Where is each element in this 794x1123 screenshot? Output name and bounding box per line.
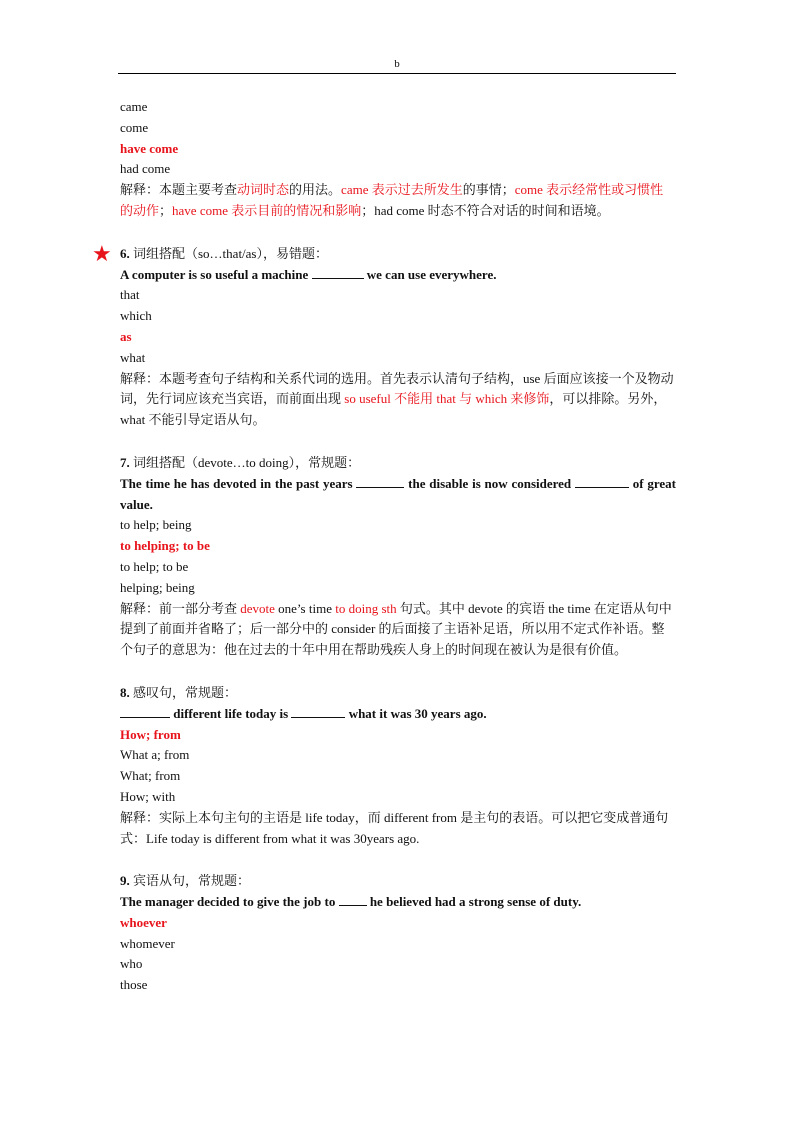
question-stem: The manager decided to give the job to he believed had a strong sense of duty. <box>120 894 582 910</box>
answer-blank <box>120 706 170 718</box>
question-number: 6. <box>120 245 130 261</box>
correct-option: How; from <box>120 726 181 742</box>
question-title <box>120 871 676 892</box>
option: to help; being <box>120 517 192 533</box>
question-title <box>92 240 676 266</box>
question-title <box>120 683 676 704</box>
page-header: b <box>394 58 400 70</box>
question-stem: different life today is what it was 30 years ago. <box>120 704 676 725</box>
option: that <box>120 287 140 303</box>
explanation: 解释：前一部分考查 devote one’s time to doing sth 句式。其中 devote 的宾语 the time 在定语从句中提到了前面并省略了；后一部分中的 consider 的后面接了主语补足语，所以用不定式作补语。整个句子的意思为：他在过去的十年中用在帮助残疾人身上的时间现在被认为是很有价值。 <box>120 600 672 658</box>
question-stem: A computer is so useful a machine we can use everywhere. <box>120 266 497 282</box>
answer-blank <box>312 267 364 279</box>
question-heading: 词组搭配（devote…to doing），常规题： <box>129 454 361 470</box>
correct-option: to helping; to be <box>120 538 210 554</box>
question-heading: 宾语从句，常规题： <box>129 873 251 889</box>
option: came <box>120 99 148 114</box>
option: What a; from <box>120 747 190 763</box>
question-9 <box>120 871 676 996</box>
explanation: 解释：本题主要考查动词时态的用法。came 表示过去所发生的事情；come 表示经常性或习惯性的动作；have come 表示目前的情况和影响；had come 时态不符合对话的时间和语境。 <box>120 182 664 218</box>
option: come <box>120 119 149 135</box>
option: whomever <box>120 935 175 951</box>
question-number: 8. <box>120 684 130 700</box>
question-5 <box>120 97 676 222</box>
correct-option: as <box>120 328 132 344</box>
answer-blank <box>356 476 404 488</box>
question-heading: 词组搭配（so…that/as），易错题： <box>129 245 328 261</box>
question-number: 9. <box>120 873 130 889</box>
option: which <box>120 308 152 324</box>
question-number: 7. <box>120 454 130 470</box>
option: had come <box>120 161 171 177</box>
question-heading: 感叹句，常规题： <box>129 684 238 700</box>
answer-blank <box>575 476 629 488</box>
option: what <box>120 349 146 365</box>
question-7 <box>120 453 676 661</box>
question-8 <box>120 683 676 849</box>
answer-blank <box>339 894 367 906</box>
star-icon: ★ <box>92 240 112 266</box>
document-body <box>92 97 677 996</box>
correct-option: have come <box>120 140 179 156</box>
question-stem: The time he has devoted in the past years the disable is now considered of great value. <box>120 475 677 512</box>
correct-option: whoever <box>120 914 167 930</box>
explanation: 解释：本题考查句子结构和关系代词的选用。首先表示认清句子结构，use 后面应该接一个及物动词，先行词应该充当宾语，而前面出现 so useful 不能用 that 与 which 来修饰，可以排除。另外，what 不能引导定语从句。 <box>120 370 674 428</box>
explanation: 解释：实际上本句主句的主语是 life today，而 different from 是主句的表语。可以把它变成普通句式：Life today is different from what it was 30years ago. <box>120 809 669 846</box>
option: who <box>120 956 143 972</box>
answer-blank <box>291 706 345 718</box>
option: helping; being <box>120 579 195 595</box>
option: What; from <box>120 768 181 784</box>
option: those <box>120 977 148 993</box>
question-title <box>120 453 676 474</box>
question-6 <box>92 240 676 431</box>
option: to help; to be <box>120 558 189 574</box>
header-divider <box>118 73 676 74</box>
option: How; with <box>120 788 176 804</box>
